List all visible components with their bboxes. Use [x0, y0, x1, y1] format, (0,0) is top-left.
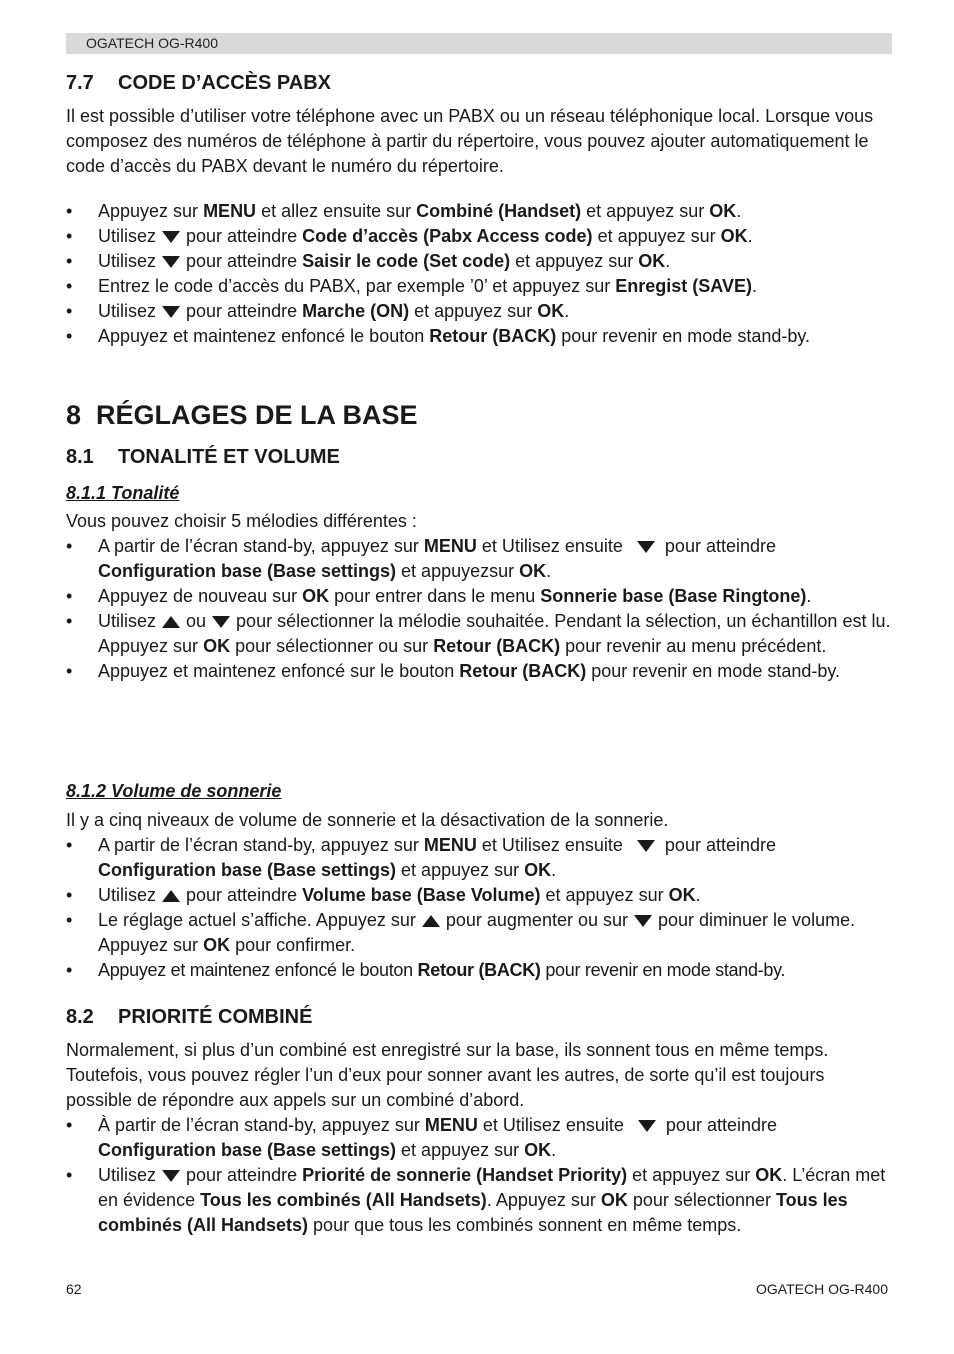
section-8-heading [66, 400, 892, 431]
arrow-up-icon [422, 915, 440, 927]
arrow-down-icon [162, 231, 180, 243]
section-8-1-heading [66, 446, 892, 469]
arrow-down-icon [637, 541, 655, 553]
section-7-7-intro: Il est possible d’utiliser votre téléphone avec un PABX ou un réseau téléphonique local. Lorsque vous composez des numéros de téléphone à partir du répertoire, vous pouvez ajouter automatiquement le code d’accès du PABX devant le numéro du répertoire. [66, 106, 874, 176]
section-7-7-heading [66, 72, 892, 95]
list-item: • Le réglage actuel s’affiche. Appuyez sur pour augmenter ou sur pour diminuer le volume. Appuyez sur OK pour confirmer. [66, 908, 892, 958]
list-item: • Utilisez ou pour sélectionner la mélodie souhaitée. Pendant la sélection, un échantillon est lu. Appuyez sur OK pour sélectionner ou sur Retour (BACK) pour revenir au menu précédent. [66, 609, 892, 659]
subsection-8-1-2-intro: Il y a cinq niveaux de volume de sonnerie et la désactivation de la sonnerie. [66, 810, 669, 830]
section-number: 8.2 [66, 1006, 94, 1028]
section-title: RÉGLAGES DE LA BASE [96, 400, 418, 430]
subsection-8-1-1-heading: 8.1.1 Tonalité [66, 483, 180, 503]
list-item: • Utilisez pour atteindre Volume base (Base Volume) et appuyez sur OK. [66, 883, 892, 908]
section-8-2-intro: Normalement, si plus d’un combiné est enregistré sur la base, ils sonnent tous en même temps. Toutefois, vous pouvez régler l’un d’eux pour sonner avant les autres, de sorte qu’il est toujours possible de répondre aux appels sur un combiné d’abord. [66, 1040, 829, 1110]
footer-brand: OGATECH OG-R400 [756, 1281, 888, 1297]
subsection-8-1-2-heading: 8.1.2 Volume de sonnerie [66, 781, 282, 801]
subsection-8-1-2-steps [66, 833, 892, 983]
list-item: • A partir de l’écran stand-by, appuyez sur MENU et Utilisez ensuite pour atteindre Configuration base (Base settings) et appuyezsur OK. [66, 534, 892, 584]
section-title: PRIORITÉ COMBINÉ [118, 1006, 313, 1028]
subsection-8-1-1-steps [66, 534, 892, 684]
section-7-7-steps [66, 199, 892, 349]
section-title: CODE D’ACCÈS PABX [118, 72, 331, 94]
arrow-down-icon [162, 306, 180, 318]
section-number: 8.1 [66, 446, 94, 468]
arrow-up-icon [162, 890, 180, 902]
list-item: • Utilisez pour atteindre Code d’accès (Pabx Access code) et appuyez sur OK. [66, 224, 892, 249]
arrow-down-icon [162, 1170, 180, 1182]
page-number: 62 [66, 1281, 82, 1297]
list-item: • Appuyez et maintenez enfoncé sur le bouton Retour (BACK) pour revenir en mode stand-by. [66, 659, 892, 684]
arrow-down-icon [637, 840, 655, 852]
arrow-up-icon [162, 616, 180, 628]
section-8-2-heading [66, 1006, 892, 1029]
list-item: • A partir de l’écran stand-by, appuyez sur MENU et Utilisez ensuite pour atteindre Configuration base (Base settings) et appuyez sur OK. [66, 833, 892, 883]
subsection-8-1-1-intro: Vous pouvez choisir 5 mélodies différentes : [66, 511, 417, 531]
list-item: • Appuyez et maintenez enfoncé le bouton Retour (BACK) pour revenir en mode stand-by. [66, 958, 892, 983]
section-number: 8 [66, 400, 82, 430]
arrow-down-icon [162, 256, 180, 268]
arrow-down-icon [634, 915, 652, 927]
list-item: • Utilisez pour atteindre Saisir le code (Set code) et appuyez sur OK. [66, 249, 892, 274]
list-item: • Utilisez pour atteindre Marche (ON) et appuyez sur OK. [66, 299, 892, 324]
section-number: 7.7 [66, 72, 94, 94]
section-8-2-steps [66, 1113, 892, 1238]
list-item: • Appuyez sur MENU et allez ensuite sur Combiné (Handset) et appuyez sur OK. [66, 199, 892, 224]
list-item: • Entrez le code d’accès du PABX, par exemple ’0’ et appuyez sur Enregist (SAVE). [66, 274, 892, 299]
list-item: • Utilisez pour atteindre Priorité de sonnerie (Handset Priority) et appuyez sur OK. L’écran met en évidence Tous les combinés (All Handsets). Appuyez sur OK pour sélectionner Tous les combinés (All Handsets) pour que tous les combinés sonnent en même temps. [66, 1163, 892, 1238]
header-title: OGATECH OG-R400 [86, 35, 218, 51]
list-item: • À partir de l’écran stand-by, appuyez sur MENU et Utilisez ensuite pour atteindre Configuration base (Base settings) et appuyez sur OK. [66, 1113, 892, 1163]
list-item: • Appuyez de nouveau sur OK pour entrer dans le menu Sonnerie base (Base Ringtone). [66, 584, 892, 609]
section-title: TONALITÉ ET VOLUME [118, 446, 340, 468]
list-item: • Appuyez et maintenez enfoncé le bouton Retour (BACK) pour revenir en mode stand-by. [66, 324, 892, 349]
arrow-down-icon [212, 616, 230, 628]
page-header [66, 33, 892, 54]
arrow-down-icon [638, 1120, 656, 1132]
